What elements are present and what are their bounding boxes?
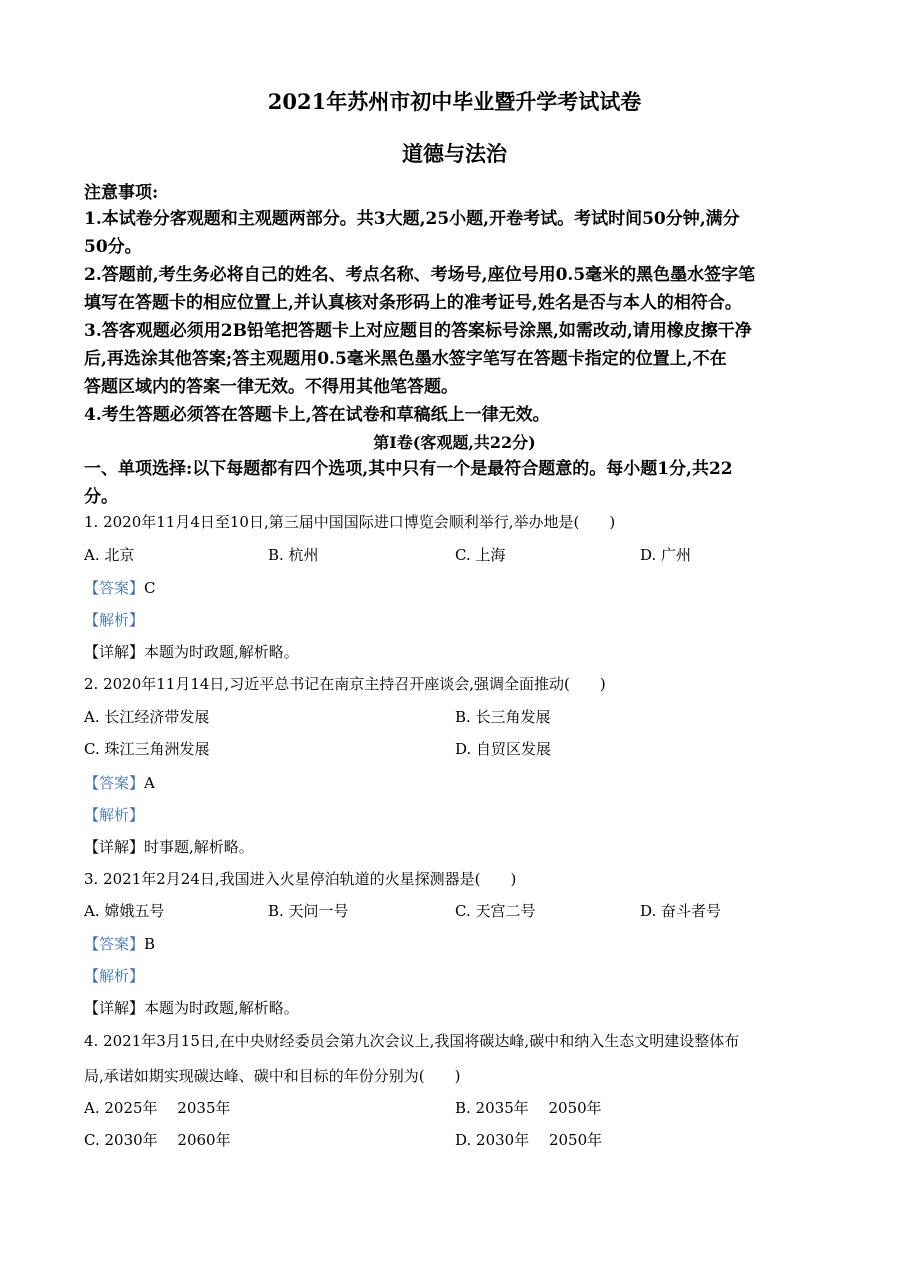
section1-instruction: 一、单项选择:以下每题都有四个选项,其中只有一个是最符合题意的。每小题1分,共22 [84,459,733,479]
detail-tag: 【详解】 [84,643,145,661]
analysis-tag: 【解析】 [84,806,145,824]
question-2-stem: 2. 2020年11月14日,习近平总书记在南京主持召开座谈会,强调全面推动( ) [84,675,606,693]
q1-option-c: C. 上海 [455,546,506,564]
q3-option-d: D. 奋斗者号 [640,902,722,920]
part1-heading: 第Ⅰ卷(客观题,共22分) [373,433,536,452]
note-line: 50分。 [84,237,142,257]
exam-subject: 道德与法治 [402,141,507,166]
detail-tag: 【详解】 [84,999,145,1017]
answer-tag: 【答案】 [84,579,145,597]
q2-analysis [84,804,144,826]
q4-option-b: B. 2035年 2050年 [455,1099,602,1117]
q3-detail-text: 本题为时政题,解析略。 [144,999,299,1017]
q1-detail [84,641,299,663]
q2-option-a: A. 长江经济带发展 [84,708,210,726]
exam-title: 2021年苏州市初中毕业暨升学考试试卷 [267,89,642,114]
note-line: 3.答客观题必须用2B铅笔把答题卡上对应题目的答案标号涂黑,如需改动,请用橡皮擦干净 [84,321,752,341]
question-3-stem: 3. 2021年2月24日,我国进入火星停泊轨道的火星探测器是( ) [84,870,517,888]
q1-detail-text: 本题为时政题,解析略。 [144,643,299,661]
q1-analysis [84,609,144,631]
answer-tag: 【答案】 [84,935,145,953]
notes-heading: 注意事项: [84,183,159,203]
q1-answer-value: C [144,579,156,597]
q1-answer [84,577,156,599]
analysis-tag: 【解析】 [84,967,145,985]
note-line: 答题区域内的答案一律无效。不得用其他笔答题。 [84,377,458,397]
answer-tag: 【答案】 [84,774,145,792]
q2-detail-text: 时事题,解析略。 [144,838,254,856]
note-line: 1.本试卷分客观题和主观题两部分。共3大题,25小题,开卷考试。考试时间50分钟,满分 [84,209,740,229]
note-line: 填写在答题卡的相应位置上,并认真核对条形码上的准考证号,姓名是否与本人的相符合。 [84,293,742,313]
q2-answer-value: A [144,774,155,792]
note-line: 后,再选涂其他答案;答主观题用0.5毫米黑色墨水签字笔写在答题卡指定的位置上,不在 [84,349,727,369]
q1-option-b: B. 杭州 [268,546,319,564]
detail-tag: 【详解】 [84,838,145,856]
q3-answer-value: B [144,935,156,953]
q3-option-c: C. 天宫二号 [455,902,536,920]
question-4-stem-cont: 局,承诺如期实现碳达峰、碳中和目标的年份分别为( ) [84,1067,461,1085]
q3-option-b: B. 天问一号 [268,902,349,920]
q4-option-c: C. 2030年 2060年 [84,1131,231,1149]
q2-detail [84,836,254,858]
note-line: 2.答题前,考生务必将自己的姓名、考点名称、考场号,座位号用0.5毫米的黑色墨水签字笔 [84,265,756,285]
q4-option-d: D. 2030年 2050年 [455,1131,603,1149]
section1-instruction-cont: 分。 [84,487,118,507]
q2-answer [84,772,155,794]
q2-option-c: C. 珠江三角洲发展 [84,740,210,758]
note-line: 4.考生答题必须答在答题卡上,答在试卷和草稿纸上一律无效。 [84,405,550,425]
q4-option-a: A. 2025年 2035年 [84,1099,231,1117]
q1-option-d: D. 广州 [640,546,692,564]
q3-detail [84,997,299,1019]
q1-option-a: A. 北京 [84,546,135,564]
q2-option-d: D. 自贸区发展 [455,740,552,758]
question-4-stem: 4. 2021年3月15日,在中央财经委员会第九次会议上,我国将碳达峰,碳中和纳入生态文明建设整体布 [84,1032,740,1050]
analysis-tag: 【解析】 [84,611,145,629]
question-1-stem: 1. 2020年11月4日至10日,第三届中国国际进口博览会顺利举行,举办地是( ) [84,513,616,531]
q3-analysis [84,965,144,987]
q3-option-a: A. 嫦娥五号 [84,902,165,920]
q2-option-b: B. 长三角发展 [455,708,551,726]
q3-answer [84,933,155,955]
